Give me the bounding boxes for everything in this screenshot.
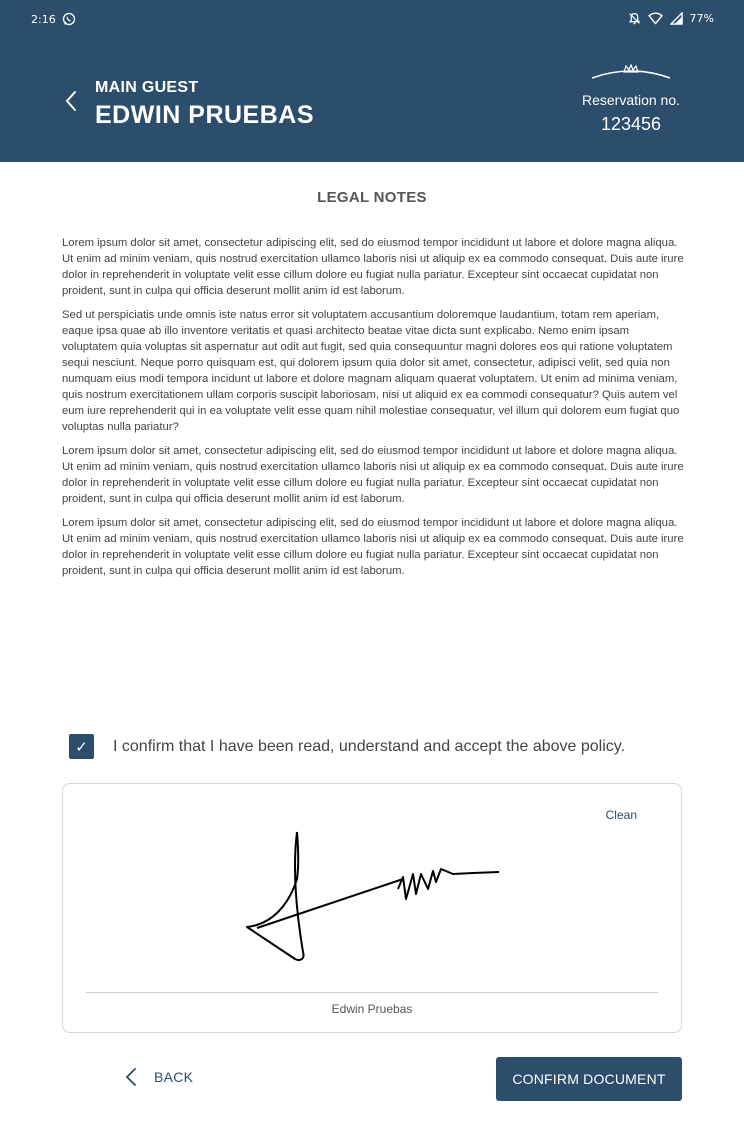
status-icons (628, 12, 714, 25)
status-time: 2:16 (31, 13, 56, 26)
signature-drawing (243, 824, 503, 964)
consent-text: I confirm that I have been read, understand and accept the above policy. (113, 737, 626, 755)
legal-paragraph: Lorem ipsum dolor sit amet, consectetur adipiscing elit, sed do eiusmod tempor incididunt ut labore et dolore magna aliqua. Ut enim ad minim veniam, quis nostrud exercitation ullamco laboris nisi ut aliquip ex ea commodo consequat. Duis aute irure dolor in reprehenderit in voluptate velit esse cillum dolore eu fugiat nulla pariatur. Excepteur sint occaecat cupidatat non proident, sunt in culpa qui officia deserunt mollit anim id est laborum. (62, 237, 684, 297)
signature-pad[interactable] (62, 783, 682, 1033)
status-bar (0, 0, 744, 40)
guest-label: MAIN GUEST (95, 79, 199, 96)
back-label: BACK (154, 1069, 194, 1085)
reservation-number: 123456 (600, 114, 662, 134)
legal-paragraph: Lorem ipsum dolor sit amet, consectetur adipiscing elit, sed do eiusmod tempor incididunt ut labore et dolore magna aliqua. Ut enim ad minim veniam, quis nostrud exercitation ullamco laboris nisi ut aliquip ex ea commodo consequat. Duis aute irure dolor in reprehenderit in voluptate velit esse cillum dolore eu fugiat nulla pariatur. Excepteur sint occaecat cupidatat non proident, sunt in culpa qui officia deserunt mollit anim id est laborum. (62, 517, 684, 577)
reservation-label: Reservation no. (581, 92, 681, 108)
consent-checkbox[interactable] (69, 734, 94, 759)
legal-notes-title: LEGAL NOTES (317, 189, 427, 206)
battery-level: 77% (689, 12, 714, 25)
signer-name: Edwin Pruebas (331, 1002, 413, 1016)
signal-icon (670, 12, 683, 25)
guest-name: EDWIN PRUEBAS (95, 101, 315, 129)
confirm-document-button[interactable]: CONFIRM DOCUMENT (496, 1057, 682, 1101)
hotel-logo (591, 62, 671, 82)
chevron-left-icon[interactable] (64, 90, 78, 112)
whatsapp-icon (62, 12, 76, 26)
consent-row (69, 734, 625, 759)
wifi-icon (648, 12, 663, 25)
clean-signature-button[interactable]: Clean (605, 808, 637, 822)
notifications-off-icon (628, 12, 641, 25)
legal-paragraph: Lorem ipsum dolor sit amet, consectetur adipiscing elit, sed do eiusmod tempor incididunt ut labore et dolore magna aliqua. Ut enim ad minim veniam, quis nostrud exercitation ullamco laboris nisi ut aliquip ex ea commodo consequat. Duis aute irure dolor in reprehenderit in voluptate velit esse cillum dolore eu fugiat nulla pariatur. Excepteur sint occaecat cupidatat non proident, sunt in culpa qui officia deserunt mollit anim id est laborum. (62, 445, 684, 505)
checkmark-icon: ✓ (75, 738, 88, 756)
signature-line (86, 992, 658, 993)
app-header (0, 0, 744, 162)
legal-notes-body (62, 235, 684, 587)
legal-paragraph: Sed ut perspiciatis unde omnis iste natus error sit voluptatem accusantium doloremque laudantium, totam rem aperiam, eaque ipsa quae ab illo inventore veritatis et quasi architecto beatae vitae dicta sunt explicabo. Nemo enim ipsam voluptatem quia voluptas sit aspernatur aut odit aut fugit, sed quia consequuntur magni dolores eos qui ratione voluptatem sequi nesciunt. Neque porro quisquam est, qui dolorem ipsum quia dolor sit amet, consectetur, adipisci velit, sed quia non numquam eius modi tempora incidunt ut labore et dolore magnam aliquam quaerat voluptatem. Ut enim ad minima veniam, quis nostrum exercitationem ullam corporis suscipit laboriosam, nisi ut aliquid ex ea commodi consequatur? Quis autem vel eum iure reprehenderit qui in ea voluptate velit esse quam nihil molestiae consequatur, vel illum qui dolorem eum fugiat quo voluptas nulla pariatur? (62, 309, 680, 433)
chevron-left-icon (125, 1067, 137, 1087)
back-button[interactable] (125, 1067, 193, 1087)
